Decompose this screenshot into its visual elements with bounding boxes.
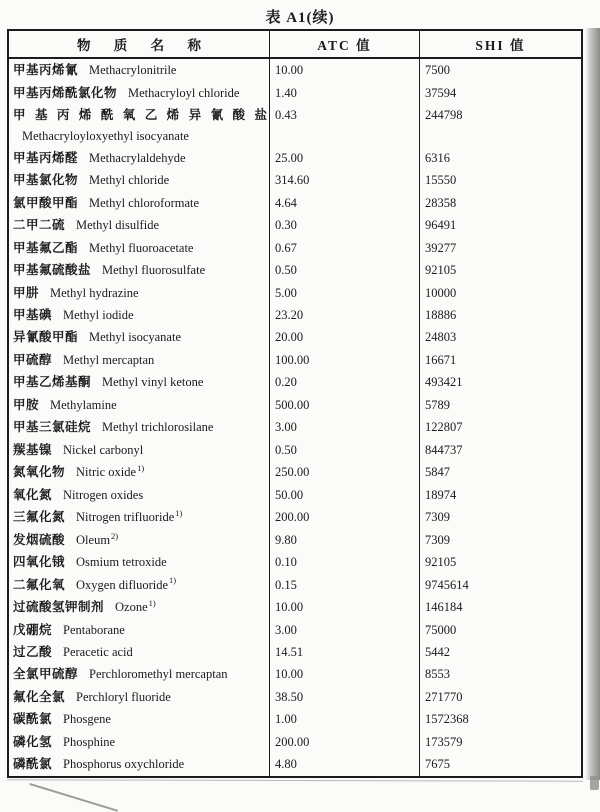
shi-value-cell: 7309 bbox=[425, 510, 450, 525]
table-row bbox=[9, 394, 581, 416]
substance-name-chinese: 碳酰氯 bbox=[13, 712, 53, 727]
substance-name-cell bbox=[9, 192, 270, 214]
substance-name-chinese: 磷酰氯 bbox=[13, 757, 53, 772]
table-row bbox=[9, 618, 581, 640]
substance-name-chinese: 甲基丙烯醛 bbox=[13, 150, 79, 165]
substance-name-chinese: 甲基碘 bbox=[13, 307, 53, 322]
table-row bbox=[9, 529, 581, 551]
atc-value-cell: 4.80 bbox=[270, 753, 420, 775]
shi-value-cell: 15550 bbox=[425, 173, 457, 188]
table-row bbox=[9, 237, 581, 259]
substance-name-cell bbox=[9, 281, 270, 303]
table-row bbox=[9, 281, 581, 303]
substance-name-cell bbox=[9, 731, 270, 753]
atc-value-cell: 38.50 bbox=[270, 686, 420, 708]
table-row bbox=[9, 753, 581, 775]
substance-name-chinese: 三氟化氮 bbox=[13, 510, 66, 525]
substance-name-chinese: 全氯甲硫醇 bbox=[13, 667, 79, 682]
table-body bbox=[9, 59, 581, 776]
table-row bbox=[9, 663, 581, 685]
atc-value-cell: 0.10 bbox=[270, 551, 420, 573]
substance-name-english: Phosphorus oxychloride bbox=[63, 757, 185, 772]
shi-value-cell: 28358 bbox=[425, 195, 457, 210]
substance-name-chinese: 发烟硫酸 bbox=[13, 532, 66, 547]
atc-value-cell: 0.20 bbox=[270, 371, 420, 393]
atc-value-cell: 200.00 bbox=[270, 506, 420, 528]
substance-name-english: Methyl chloroformate bbox=[89, 195, 200, 210]
substance-name-cell bbox=[9, 618, 270, 640]
scan-corner-mark bbox=[590, 776, 599, 790]
substance-name-chinese: 甲基氯化物 bbox=[13, 173, 79, 188]
table-row bbox=[9, 439, 581, 461]
substance-table bbox=[7, 29, 583, 778]
substance-name-cell bbox=[9, 259, 270, 281]
substance-name-english: Methacryloyl chloride bbox=[128, 85, 240, 100]
substance-name-english: Methyl iodide bbox=[63, 307, 134, 322]
substance-name-chinese: 氯甲酸甲酯 bbox=[13, 195, 79, 210]
shi-value-cell: 5442 bbox=[425, 645, 450, 659]
substance-name-cell bbox=[9, 529, 270, 551]
table-row bbox=[9, 574, 581, 596]
substance-name-cell bbox=[9, 574, 270, 596]
substance-name-english: Nitric oxide$^{1)}$ bbox=[76, 463, 145, 480]
substance-name-english: Methyl chloride bbox=[89, 173, 170, 188]
substance-name-english: Methyl isocyanate bbox=[89, 330, 182, 345]
table-row bbox=[9, 214, 581, 236]
shi-value-cell: 173579 bbox=[425, 734, 463, 749]
substance-name-cell bbox=[9, 753, 270, 775]
substance-name-cell bbox=[9, 326, 270, 348]
atc-value-cell: 0.15 bbox=[270, 574, 420, 596]
atc-value-cell: 4.64 bbox=[270, 192, 420, 214]
atc-value-cell: 1.40 bbox=[270, 81, 420, 103]
scan-bottom-line-echo bbox=[7, 779, 583, 782]
atc-value-cell: 250.00 bbox=[270, 461, 420, 483]
scan-scratch-artifact bbox=[29, 783, 118, 812]
substance-name-english: Methyl mercaptan bbox=[63, 352, 155, 367]
substance-name-chinese: 异氰酸甲酯 bbox=[13, 330, 79, 345]
substance-name-chinese: 二甲二硫 bbox=[13, 218, 66, 233]
substance-name-chinese: 甲基乙烯基酮 bbox=[13, 375, 92, 390]
substance-name-chinese: 甲基氟乙酯 bbox=[13, 240, 79, 255]
substance-name-english: Phosphine bbox=[63, 734, 116, 749]
substance-name-english: Phosgene bbox=[63, 712, 111, 727]
atc-value-cell: 0.43 bbox=[270, 104, 420, 147]
substance-name-english: Methyl fluorosulfate bbox=[102, 263, 206, 278]
shi-value-cell: 1572368 bbox=[425, 712, 469, 727]
footnote-marker: 1) bbox=[175, 508, 183, 519]
table-row bbox=[9, 59, 581, 81]
substance-name-chinese: 甲基丙烯酰氯化物 bbox=[13, 85, 118, 100]
table-row bbox=[9, 147, 581, 169]
atc-value-cell: 5.00 bbox=[270, 281, 420, 303]
scan-edge-shadow bbox=[585, 28, 600, 780]
table-row bbox=[9, 304, 581, 326]
substance-name-english: Oxygen difluoride$^{1)}$ bbox=[76, 575, 177, 592]
substance-name-cell bbox=[9, 81, 270, 103]
table-row bbox=[9, 708, 581, 730]
shi-value-cell: 6316 bbox=[425, 150, 450, 165]
substance-name-cell bbox=[9, 596, 270, 618]
substance-name-english: Methacryloyloxyethyl isocyanate bbox=[22, 129, 189, 144]
substance-name-cell bbox=[9, 169, 270, 191]
substance-name-english: Methyl fluoroacetate bbox=[89, 240, 194, 255]
substance-name-chinese: 戊硼烷 bbox=[13, 622, 53, 637]
substance-name-cell bbox=[9, 349, 270, 371]
shi-value-cell: 244798 bbox=[425, 107, 463, 122]
table-header-row bbox=[9, 31, 581, 59]
shi-value-cell: 24803 bbox=[425, 330, 457, 345]
substance-name-cell bbox=[9, 641, 270, 663]
atc-value-cell: 10.00 bbox=[270, 59, 420, 81]
atc-value-cell: 9.80 bbox=[270, 529, 420, 551]
substance-name-chinese: 氮氧化物 bbox=[13, 465, 66, 480]
footnote-marker: 2) bbox=[111, 530, 119, 541]
atc-value-cell: 0.30 bbox=[270, 214, 420, 236]
substance-name-english: Methyl trichlorosilane bbox=[102, 420, 214, 435]
substance-name-chinese: 甲胺 bbox=[13, 397, 40, 412]
shi-value-cell: 7500 bbox=[425, 63, 450, 78]
substance-name-english: Methyl disulfide bbox=[76, 218, 159, 233]
substance-name-english: Perchloryl fluoride bbox=[76, 689, 171, 704]
substance-name-english: Methacrylonitrile bbox=[89, 63, 177, 78]
shi-value-cell: 9745614 bbox=[425, 577, 469, 592]
table-row bbox=[9, 596, 581, 618]
substance-name-chinese: 磷化氢 bbox=[13, 734, 53, 749]
atc-value-cell: 0.67 bbox=[270, 237, 420, 259]
shi-value-cell: 8553 bbox=[425, 667, 450, 682]
substance-name-cell bbox=[9, 461, 270, 483]
table-row bbox=[9, 104, 581, 147]
substance-name-cell bbox=[9, 147, 270, 169]
table-row bbox=[9, 169, 581, 191]
shi-value-cell: 7309 bbox=[425, 532, 450, 547]
substance-name-english: Peracetic acid bbox=[63, 645, 133, 659]
table-row bbox=[9, 484, 581, 506]
substance-name-chinese: 过硫酸氢钾制剂 bbox=[13, 600, 105, 615]
substance-name-cell bbox=[9, 237, 270, 259]
shi-value-cell: 5847 bbox=[425, 465, 450, 480]
table-row bbox=[9, 686, 581, 708]
shi-value-cell: 16671 bbox=[425, 352, 457, 367]
substance-name-cell bbox=[9, 371, 270, 393]
substance-name-english: Osmium tetroxide bbox=[76, 555, 167, 570]
substance-name-english: Pentaborane bbox=[63, 622, 125, 637]
shi-value-cell: 844737 bbox=[425, 442, 463, 457]
substance-name-cell bbox=[9, 551, 270, 573]
table-row bbox=[9, 371, 581, 393]
column-header-atc-value: ATC 值 bbox=[270, 31, 420, 57]
substance-name-chinese: 氧化氮 bbox=[13, 487, 53, 502]
atc-value-cell: 1.00 bbox=[270, 708, 420, 730]
shi-value-cell: 39277 bbox=[425, 240, 457, 255]
footnote-marker: 1) bbox=[169, 575, 177, 586]
substance-name-cell bbox=[9, 394, 270, 416]
substance-name-chinese: 甲基三氯硅烷 bbox=[13, 420, 92, 435]
substance-name-english: Oleum$^{2)}$ bbox=[76, 530, 119, 547]
substance-name-english: Nitrogen trifluoride$^{1)}$ bbox=[76, 508, 183, 525]
table-row bbox=[9, 461, 581, 483]
substance-name-english: Methacrylaldehyde bbox=[89, 150, 186, 165]
column-header-shi-value: SHI 值 bbox=[475, 38, 526, 53]
shi-value-cell: 37594 bbox=[425, 85, 457, 100]
shi-value-cell: 122807 bbox=[425, 420, 463, 435]
substance-name-english: Perchloromethyl mercaptan bbox=[89, 667, 228, 682]
shi-value-cell: 7675 bbox=[425, 757, 450, 772]
atc-value-cell: 0.50 bbox=[270, 439, 420, 461]
substance-name-cell bbox=[9, 506, 270, 528]
substance-name-chinese: 甲硫醇 bbox=[13, 352, 53, 367]
table-row bbox=[9, 551, 581, 573]
substance-name-cell bbox=[9, 708, 270, 730]
shi-value-cell: 96491 bbox=[425, 218, 457, 233]
substance-name-chinese: 四氧化锇 bbox=[13, 555, 66, 570]
table-row bbox=[9, 192, 581, 214]
page-title: 表 A1(续) bbox=[265, 10, 335, 26]
atc-value-cell: 23.20 bbox=[270, 304, 420, 326]
substance-name-cell bbox=[9, 439, 270, 461]
table-row bbox=[9, 259, 581, 281]
substance-name-cell bbox=[9, 304, 270, 326]
shi-value-cell: 271770 bbox=[425, 689, 463, 704]
substance-name-cell bbox=[9, 484, 270, 506]
shi-value-cell: 10000 bbox=[425, 285, 457, 300]
atc-value-cell: 0.50 bbox=[270, 259, 420, 281]
substance-name-chinese: 甲肼 bbox=[13, 285, 40, 300]
substance-name-english: Methylamine bbox=[50, 397, 117, 412]
atc-value-cell: 20.00 bbox=[270, 326, 420, 348]
atc-value-cell: 500.00 bbox=[270, 394, 420, 416]
substance-name-chinese: 氟化全氯 bbox=[13, 689, 66, 704]
substance-name-english: Nickel carbonyl bbox=[63, 442, 144, 457]
substance-name-english: Methyl hydrazine bbox=[50, 285, 139, 300]
shi-value-cell: 493421 bbox=[425, 375, 463, 390]
atc-value-cell: 3.00 bbox=[270, 618, 420, 640]
atc-value-cell: 314.60 bbox=[270, 169, 420, 191]
shi-value-cell: 92105 bbox=[425, 263, 457, 278]
substance-name-chinese: 羰基镍 bbox=[13, 442, 53, 457]
table-row bbox=[9, 326, 581, 348]
table-row bbox=[9, 641, 581, 663]
atc-value-cell: 3.00 bbox=[270, 416, 420, 438]
substance-name-cell bbox=[9, 416, 270, 438]
atc-value-cell: 100.00 bbox=[270, 349, 420, 371]
atc-value-cell: 25.00 bbox=[270, 147, 420, 169]
substance-name-cell bbox=[9, 214, 270, 236]
atc-value-cell: 14.51 bbox=[270, 641, 420, 663]
substance-name-cell bbox=[9, 59, 270, 81]
shi-value-cell: 18886 bbox=[425, 307, 457, 322]
table-row bbox=[9, 81, 581, 103]
substance-name-chinese: 过乙酸 bbox=[13, 645, 53, 659]
shi-value-cell: 5789 bbox=[425, 397, 450, 412]
shi-value-cell: 18974 bbox=[425, 487, 457, 502]
substance-name-cell bbox=[9, 686, 270, 708]
substance-name-english: Methyl vinyl ketone bbox=[102, 375, 204, 390]
column-header-substance-name: 物 质 名 称 bbox=[9, 31, 270, 57]
table-row bbox=[9, 731, 581, 753]
atc-value-cell: 50.00 bbox=[270, 484, 420, 506]
atc-value-cell: 200.00 bbox=[270, 731, 420, 753]
substance-name-english: Nitrogen oxides bbox=[63, 487, 144, 502]
substance-name-english: Ozone$^{1)}$ bbox=[115, 597, 156, 615]
atc-value-cell: 10.00 bbox=[270, 663, 420, 685]
table-row bbox=[9, 506, 581, 528]
footnote-marker: 1) bbox=[148, 597, 156, 608]
substance-name-cell bbox=[9, 663, 270, 685]
substance-name-chinese: 甲基丙烯氰 bbox=[13, 63, 79, 78]
shi-value-cell: 146184 bbox=[425, 600, 463, 615]
substance-name-chinese: 甲 基 丙 烯 酰 氧 乙 烯 异 氰 酸 盐 bbox=[13, 107, 267, 122]
atc-value-cell: 10.00 bbox=[270, 596, 420, 618]
table-row bbox=[9, 349, 581, 371]
substance-name-chinese: 二氟化氧 bbox=[13, 577, 66, 592]
footnote-marker: 1) bbox=[137, 463, 145, 474]
table-row bbox=[9, 416, 581, 438]
substance-name-chinese: 甲基氟硫酸盐 bbox=[13, 263, 92, 278]
substance-name-cell bbox=[9, 104, 270, 147]
shi-value-cell: 92105 bbox=[425, 555, 457, 570]
shi-value-cell: 75000 bbox=[425, 622, 457, 637]
